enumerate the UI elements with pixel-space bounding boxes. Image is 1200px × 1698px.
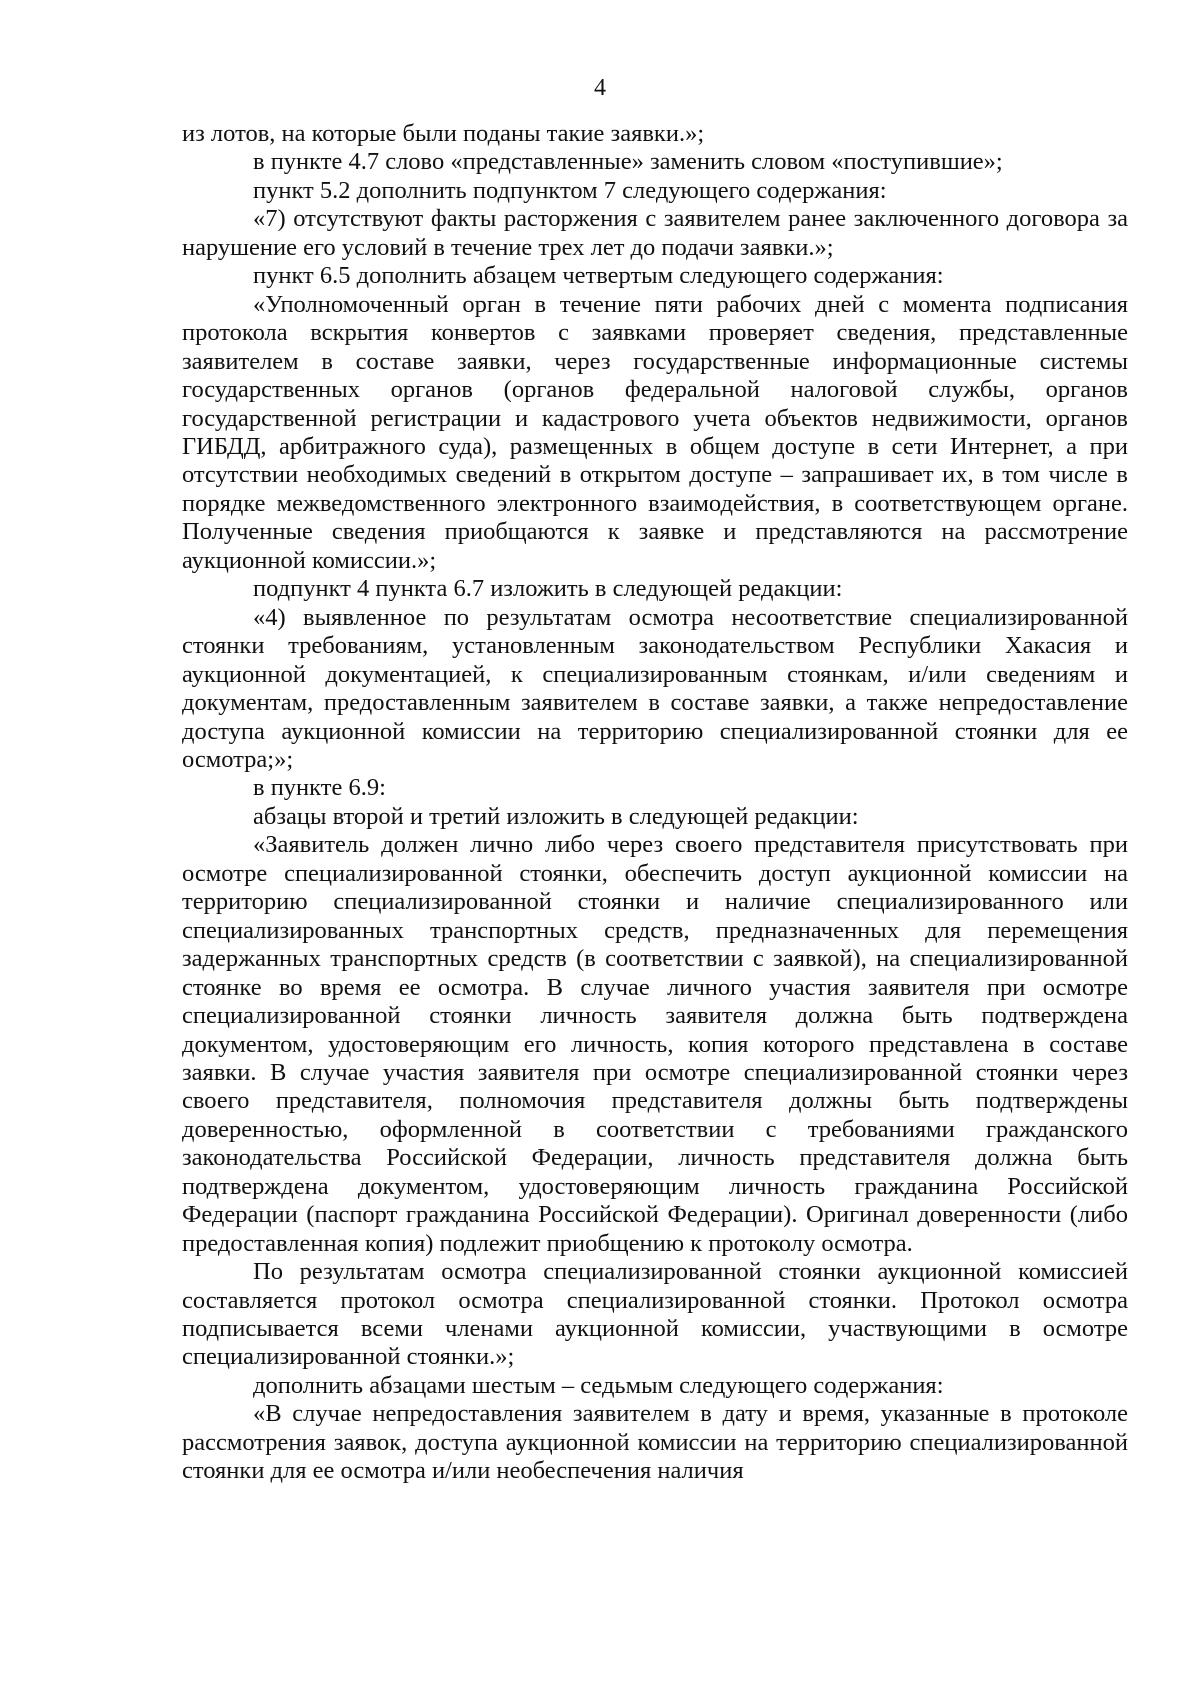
- paragraph: «Заявитель должен лично либо через своего представителя присутствовать при осмотре специализированной стоянки, обеспечить доступ аукционной комиссии на территорию специализированной стоянки и наличие специализированного или специализированных транспортных средств, предназначенных для перемещения задержанных транспортных средств (в соответствии с заявкой), на специализированной стоянке во время ее осмотра. В случае личного участия заявителя при осмотре специализированной стоянки личность заявителя должна быть подтверждена документом, удостоверяющим его личность, копия которого представлена в составе заявки. В случае участия заявителя при осмотре специализированной стоянки через своего представителя, полномочия представителя должны быть подтверждены доверенностью, оформленной в соответствии с требованиями гражданского законодательства Российской Федерации, личность представителя должна быть подтверждена документом, удостоверяющим личность гражданина Российской Федерации (паспорт гражданина Российской Федерации). Оригинал доверенности (либо предоставленная копия) подлежит приобщению к протоколу осмотра.: [182, 831, 1128, 1257]
- paragraph: подпункт 4 пункта 6.7 изложить в следующей редакции:: [253, 575, 843, 603]
- paragraph: пункт 5.2 дополнить подпунктом 7 следующего содержания:: [253, 176, 887, 204]
- paragraph: в пункте 6.9:: [253, 774, 386, 802]
- paragraph: «В случае непредоставления заявителем в дату и время, указанные в протоколе рассмотрения заявок, доступа аукционной комиссии на территорию специализированной стоянки для ее осмотра и/или необеспечения наличия: [182, 1400, 1128, 1485]
- paragraph: в пункте 4.7 слово «представленные» заменить словом «поступившие»;: [253, 148, 1003, 176]
- paragraph: дополнить абзацами шестым – седьмым следующего содержания:: [253, 1371, 944, 1399]
- paragraph: «Уполномоченный орган в течение пяти рабочих дней с момента подписания протокола вскрытия конвертов с заявками проверяет сведения, представленные заявителем в составе заявки, через государственные информационные системы государственных органов (органов федеральной налоговой службы, органов государственной регистрации и кадастрового учета объектов недвижимости, органов ГИБДД, арбитражного суда), размещенных в общем доступе в сети Интернет, а при отсутствии необходимых сведений в открытом доступе – запрашивает их, в том числе в порядке межведомственного электронного взаимодействия, в соответствующем органе. Полученные сведения приобщаются к заявке и представляются на рассмотрение аукционной комиссии.»;: [182, 290, 1128, 574]
- paragraph: «7) отсутствуют факты расторжения с заявителем ранее заключенного договора за нарушение его условий в течение трех лет до подачи заявки.»;: [182, 205, 1128, 261]
- paragraph: «4) выявленное по результатам осмотра несоответствие специализированной стоянки требованиям, установленным законодательством Республики Хакасия и аукционной документацией, к специализированным стоянкам, и/или сведениям и документам, предоставленным заявителем в составе заявки, а также непредоставление доступа аукционной комиссии на территорию специализированной стоянки для ее осмотра;»;: [182, 603, 1128, 773]
- paragraph: из лотов, на которые были поданы такие заявки.»;: [182, 120, 705, 147]
- paragraph: абзацы второй и третий изложить в следующей редакции:: [253, 802, 859, 830]
- document-body: [182, 120, 1128, 1486]
- page-number: 4: [594, 75, 606, 101]
- paragraph: пункт 6.5 дополнить абзацем четвертым следующего содержания:: [253, 262, 944, 290]
- paragraph: По результатам осмотра специализированной стоянки аукционной комиссией составляется протокол осмотра специализированной стоянки. Протокол осмотра подписывается всеми членами аукционной комиссии, участвующими в осмотре специализированной стоянки.»;: [182, 1258, 1128, 1371]
